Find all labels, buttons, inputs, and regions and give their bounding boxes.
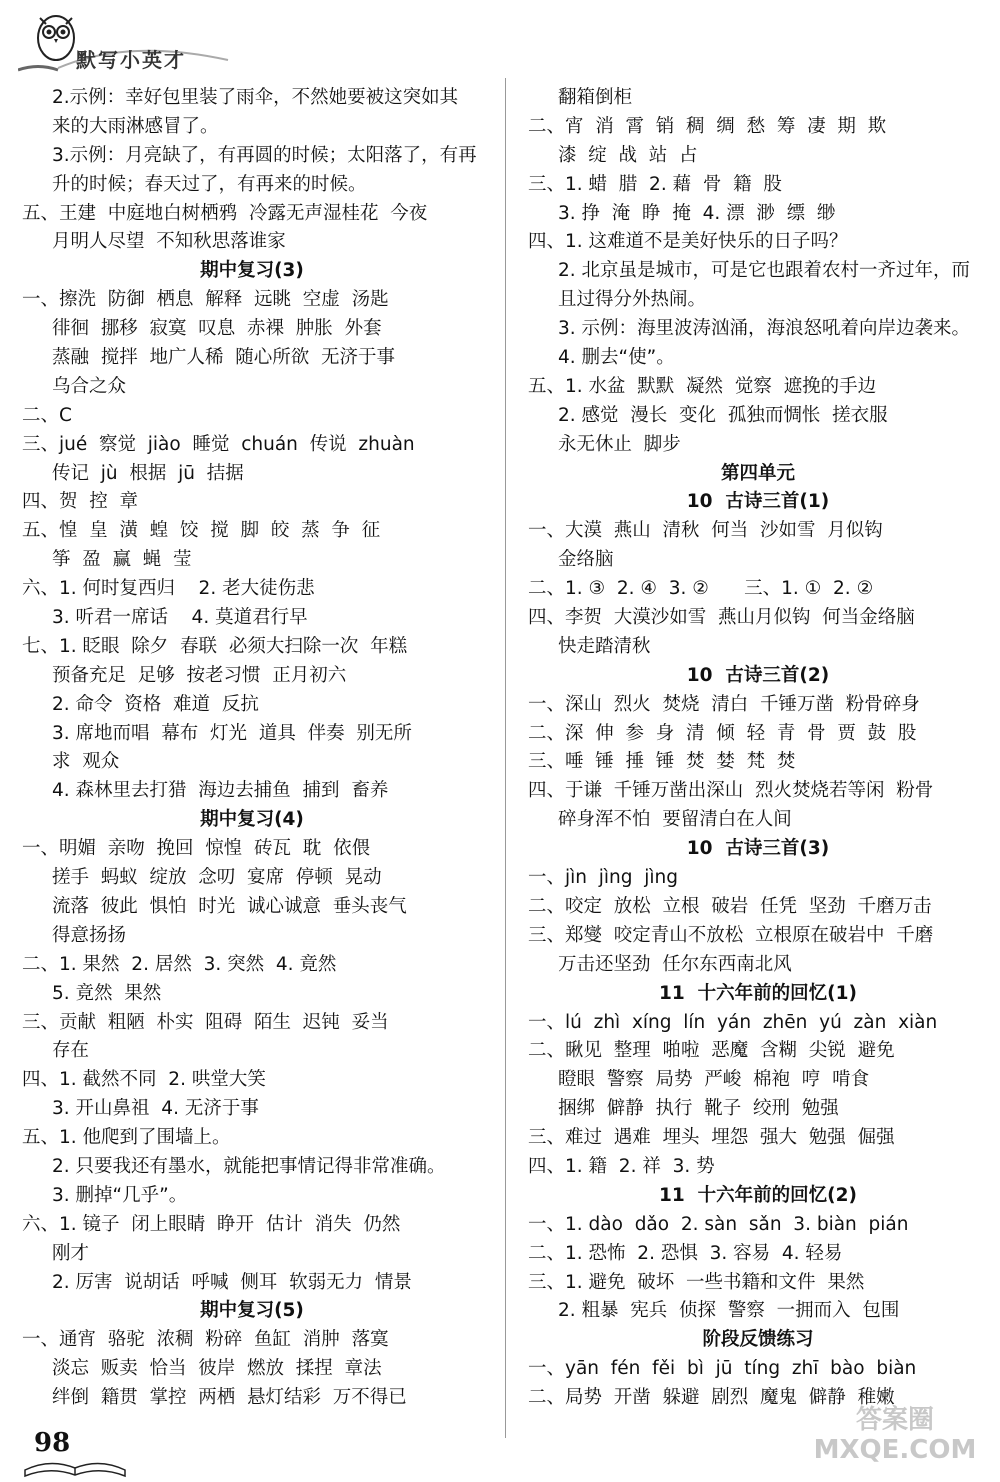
- answer-line: 三、贡献 粗陋 朴实 阻碍 陌生 迟钝 妥当: [22, 1011, 389, 1033]
- answer-line: 一、lú zhì xíng lín yán zhēn yú zàn xiàn: [528, 1011, 938, 1033]
- answer-line: 五、惶 皇 潢 蝗 饺 搅 脚 皎 蒸 争 征: [22, 520, 381, 542]
- answer-line: 二、1. 恐怖 2. 恐惧 3. 容易 4. 轻易: [528, 1242, 843, 1264]
- answer-line: 瞪眼 警察 局势 严峻 棉袍 哼 啃食: [558, 1069, 870, 1091]
- answer-line: 流落 彼此 惧怕 时光 诚心诚意 垂头丧气: [52, 895, 407, 917]
- watermark: 答案圈 MXQE.COM: [813, 1405, 977, 1465]
- section-heading: 期中复习(3): [200, 260, 304, 282]
- answer-line: 2. 粗暴 宪兵 侦探 警察 一拥而入 包围: [558, 1300, 900, 1322]
- answer-line: 永无休止 脚步: [558, 433, 681, 455]
- answer-line: 六、1. 何时复西归 2. 老大徒伤悲: [22, 578, 315, 600]
- answer-line: 漆 绽 战 站 占: [558, 144, 698, 166]
- answer-line: 五、1. 他爬到了围墙上。: [22, 1127, 231, 1149]
- section-heading: 期中复习(5): [200, 1300, 304, 1322]
- answer-line: 4. 森林里去打猎 海边去捕鱼 捕到 畜养: [52, 780, 389, 802]
- answer-line: 五、王建 中庭地白树栖鸦 冷露无声湿桂花 今夜: [22, 202, 428, 224]
- answer-line: 一、yān fén fěi bì jū tíng zhī bào biàn: [528, 1358, 917, 1380]
- answer-line: 绊倒 籍贯 掌控 两栖 悬灯结彩 万不得已: [52, 1387, 407, 1409]
- page-number: 98: [34, 1428, 71, 1458]
- answer-line: 刚才: [52, 1242, 90, 1264]
- answer-line: 三、难过 遇难 埋头 埋怨 强大 勉强 倔强: [528, 1127, 895, 1149]
- answer-line: 4. 删去“使”。: [558, 347, 675, 369]
- answer-line: 二、C: [22, 404, 72, 426]
- answer-line: 2. 感觉 漫长 变化 孤独而惆怅 搓衣服: [558, 404, 888, 426]
- answer-line: 升的时候；春天过了，有再来的时候。: [52, 173, 367, 195]
- section-heading: 期中复习(4): [200, 809, 304, 831]
- answer-line: 3. 挣 淹 睁 掩 4. 漂 渺 缥 缈: [558, 202, 836, 224]
- answer-line: 2. 厉害 说胡话 呼喊 侧耳 软弱无力 情景: [52, 1271, 412, 1293]
- answer-line: 求 观众: [52, 751, 120, 773]
- answer-line: 2. 命令 资格 难道 反抗: [52, 693, 259, 715]
- answer-line: 得意扬扬: [52, 924, 127, 946]
- answer-line: 二、1. 果然 2. 居然 3. 突然 4. 竟然: [22, 953, 337, 975]
- answer-line: 四、于谦 千锤万凿出深山 烈火焚烧若等闲 粉骨: [528, 780, 934, 802]
- section-heading: 10 古诗三首(3): [686, 838, 830, 860]
- answer-line: 3. 听君一席话 4. 莫道君行早: [52, 607, 308, 629]
- answer-line: 徘徊 挪移 寂寞 叹息 赤裸 肿胀 外套: [52, 318, 382, 340]
- answer-line: 2.示例：幸好包里装了雨伞，不然她要被这突如其: [52, 87, 459, 108]
- answer-line: 六、1. 镜子 闭上眼睛 睁开 估计 消失 仍然: [22, 1213, 401, 1235]
- section-heading: 阶段反馈练习: [702, 1329, 814, 1351]
- answer-line: 二、宵 消 霄 销 稠 绸 愁 筹 凄 期 欺: [528, 115, 887, 137]
- section-heading: 10 古诗三首(2): [686, 664, 830, 686]
- answer-line: 筝 盈 赢 蝇 莹: [52, 549, 192, 571]
- section-heading: 11 十六年前的回忆(2): [659, 1184, 857, 1206]
- answer-line: 二、深 伸 参 身 清 倾 轻 青 骨 贾 鼓 股: [528, 722, 917, 744]
- answer-line: 3. 示例：海里波涛汹涌，海浪怒吼着向岸边袭来。: [558, 318, 971, 340]
- answer-line: 五、1. 水盆 默默 凝然 觉察 遮挽的手边: [528, 375, 877, 397]
- answer-line: 月明人尽望 不知秋思落谁家: [52, 231, 286, 253]
- answer-line: 三、郑燮 咬定青山不放松 立根原在破岩中 千磨: [528, 924, 934, 946]
- section-heading: 10 古诗三首(1): [686, 491, 830, 513]
- answer-line: 3.示例：月亮缺了，有再圆的时候；太阳落了，有再: [52, 144, 477, 166]
- answer-line: 3. 删掉“几乎”。: [52, 1184, 188, 1206]
- answer-line: 捆绑 僻静 执行 靴子 绞刑 勉强: [558, 1098, 839, 1120]
- answer-line: 一、明媚 亲吻 挽回 惊惶 砖瓦 耽 依偎: [22, 838, 371, 860]
- answer-line: 3. 席地而唱 幕布 灯光 道具 伴奏 别无所: [52, 722, 412, 744]
- answer-line: 三、唾 锤 捶 锤 焚 婪 梵 焚: [528, 751, 796, 773]
- answer-line: 预备充足 足够 按老习惯 正月初六: [52, 664, 347, 686]
- section-heading: 11 十六年前的回忆(1): [659, 982, 857, 1004]
- answer-line: 二、局势 开凿 躲避 剧烈 魔鬼 僻静 稚嫩: [528, 1387, 895, 1409]
- answer-line: 四、李贺 大漠沙如雪 燕山月似钩 何当金络脑: [528, 607, 915, 629]
- answer-line: 二、1. ③ 2. ④ 3. ② 三、1. ① 2. ②: [528, 578, 874, 600]
- answer-line: 四、1. 籍 2. 祥 3. 势: [528, 1155, 715, 1177]
- answer-line: 一、通宵 骆驼 浓稠 粉碎 鱼缸 消肿 落寞: [22, 1329, 389, 1351]
- answer-line: 蒸融 搅拌 地广人稀 随心所欲 无济于事: [52, 347, 396, 369]
- answer-line: 一、1. dào dǎo 2. sàn sǎn 3. biàn pián: [528, 1213, 909, 1235]
- answer-line: 5. 竟然 果然: [52, 982, 162, 1004]
- answer-line: 传记 jù 根据 jū 拮据: [52, 462, 244, 484]
- answer-line: 三、jué 察觉 jiào 睡觉 chuán 传说 zhuàn: [22, 433, 415, 455]
- answer-line: 一、擦洗 防御 栖息 解释 远眺 空虚 汤匙: [22, 289, 389, 311]
- answer-line: 金络脑: [558, 549, 614, 571]
- answer-line: 三、1. 蜡 腊 2. 藉 骨 籍 股: [528, 173, 782, 195]
- answer-line: 淡忘 贩卖 恰当 彼岸 燃放 揉捏 章法: [52, 1358, 382, 1380]
- answer-line: 四、1. 这难道不是美好快乐的日子吗？: [528, 231, 848, 253]
- answer-line: 万击还坚劲 任尔东西南北风: [558, 953, 792, 975]
- logo-text: 默写小英才: [76, 48, 186, 72]
- answer-line: 来的大雨淋感冒了。: [52, 115, 219, 137]
- answer-line: 四、1. 截然不同 2. 哄堂大笑: [22, 1069, 266, 1091]
- answer-line: 2. 只要我还有墨水，就能把事情记得非常准确。: [52, 1155, 446, 1177]
- answer-line: 三、1. 避免 破坏 一些书籍和文件 果然: [528, 1271, 865, 1293]
- answer-line: 快走踏清秋: [558, 635, 651, 657]
- column-divider: [505, 78, 506, 1438]
- answer-line: 二、瞅见 整理 啪啦 恶魔 含糊 尖锐 避免: [528, 1040, 895, 1062]
- right-column: [528, 84, 988, 1413]
- section-heading: 第四单元: [720, 462, 795, 484]
- answer-line: 乌合之众: [52, 375, 127, 397]
- answer-line: 一、大漠 燕山 清秋 何当 沙如雪 月似钩: [528, 520, 883, 542]
- answer-line: 七、1. 眨眼 除夕 春联 必须大扫除一次 年糕: [22, 635, 408, 657]
- answer-line: 2. 北京虽是城市，可是它也跟着农村一齐过年，而: [558, 260, 971, 282]
- answer-line: 二、咬定 放松 立根 破岩 任凭 坚劲 千磨万击: [528, 895, 932, 917]
- answer-line: 3. 开山鼻祖 4. 无济于事: [52, 1098, 259, 1120]
- answer-line: 且过得分外热闹。: [558, 289, 707, 311]
- answer-line: 搓手 蚂蚁 绽放 念叨 宴席 停顿 晃动: [52, 867, 382, 889]
- answer-line: 碎身浑不怕 要留清白在人间: [558, 809, 792, 831]
- left-column: [22, 84, 482, 1413]
- answer-line: 四、贺 控 章: [22, 491, 139, 513]
- answer-line: 存在: [52, 1040, 90, 1062]
- header-logo: [18, 8, 233, 82]
- answer-line: 一、深山 烈火 焚烧 清白 千锤万凿 粉骨碎身: [528, 693, 920, 715]
- answer-line: 一、jìn jìng jìng: [528, 867, 679, 889]
- answer-line: 翻箱倒柜: [558, 87, 633, 108]
